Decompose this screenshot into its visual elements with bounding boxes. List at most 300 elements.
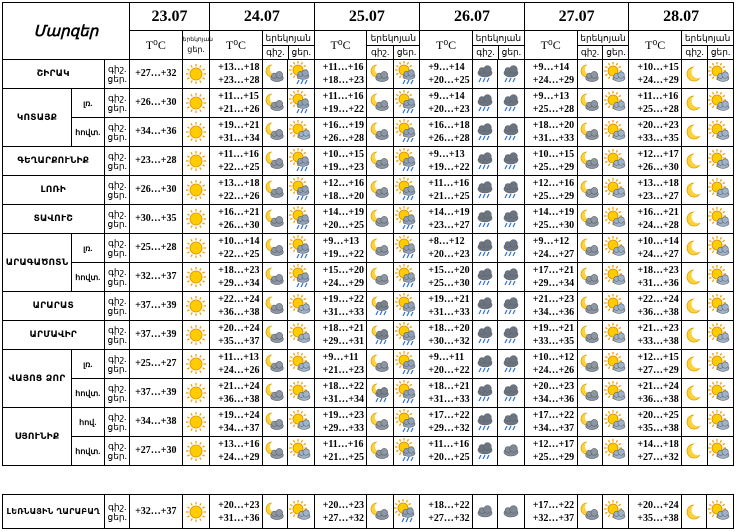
temp-day: +25…+28	[532, 104, 575, 115]
time-of-day	[104, 408, 129, 437]
temp-range	[629, 379, 682, 408]
weather-icon-cell	[367, 379, 393, 408]
temp-range	[129, 292, 182, 321]
temp-night: +9…+13	[322, 236, 360, 247]
temp-night: +18…+20	[532, 120, 575, 131]
temp-day: +33…+38	[637, 336, 679, 347]
moon-cloud-icon	[368, 120, 392, 144]
region-name	[3, 408, 72, 466]
temp-range	[210, 234, 263, 263]
weather-icon-cell	[262, 118, 287, 147]
temp-range	[629, 263, 682, 292]
temp-day: +22…+25	[218, 162, 260, 173]
weather-icon-cell	[182, 118, 209, 147]
time-of-day	[104, 176, 129, 205]
sun-cloud-icon	[604, 500, 628, 524]
temp-night: +10…+15	[637, 62, 679, 73]
weather-icon-cell	[682, 292, 707, 321]
cloud-rain-icon	[473, 352, 497, 376]
moon-cloud-icon	[578, 91, 602, 115]
weather-icon-cell	[473, 350, 498, 379]
day-label: ցեր.	[187, 45, 205, 54]
moon-cloud-icon	[368, 91, 392, 115]
weather-icon-cell	[602, 379, 628, 408]
temp-value: +34…+36	[135, 126, 177, 137]
period-label: երեկոյան	[367, 32, 419, 46]
temp-range	[524, 176, 577, 205]
temp-value: +27…+30	[135, 445, 177, 456]
temp-range	[629, 292, 682, 321]
weather-icon-cell	[498, 495, 524, 529]
moon-cloud-icon	[368, 500, 392, 524]
temp-day: +30…+32	[428, 336, 470, 347]
table-row	[3, 205, 734, 234]
temp-night: +19…+22	[322, 294, 365, 305]
day-label: ցեր.	[107, 335, 127, 345]
temp-value: +23…+28	[135, 155, 177, 166]
weather-icon-cell	[367, 60, 393, 89]
sun-cloud-rain-icon	[395, 381, 419, 405]
evening-label: ցեր.	[710, 46, 731, 57]
sun-cloud-icon	[708, 91, 732, 115]
weather-icon-cell	[707, 263, 734, 292]
temp-night: +20…+24	[637, 499, 679, 511]
weather-icon-cell	[707, 437, 734, 466]
temp-day: +27…+32	[637, 452, 679, 463]
date-label: 27.07	[558, 7, 595, 25]
time-of-day	[104, 147, 129, 176]
sun-icon	[184, 178, 208, 202]
weather-icon-cell	[367, 147, 393, 176]
weather-icon-cell	[367, 205, 393, 234]
temp-night: +9…+14	[428, 91, 465, 102]
temp-range	[210, 379, 263, 408]
moon-cloud-icon	[263, 500, 287, 524]
weather-icon-cell	[602, 292, 628, 321]
region-label: ԼՈՌԻ	[40, 185, 66, 195]
temp-day: +27…+32	[322, 512, 365, 524]
weather-icon-cell	[682, 205, 707, 234]
weather-icon-cell	[288, 379, 314, 408]
temp-day: +31…+33	[322, 307, 365, 318]
weather-icon-cell	[262, 321, 287, 350]
temp-value: +37…+39	[135, 300, 177, 311]
weather-icon-cell	[473, 234, 498, 263]
temp-night: +20…+23	[532, 381, 575, 392]
subregion	[72, 408, 104, 437]
weather-icon-cell	[498, 147, 524, 176]
weather-icon-cell	[602, 495, 628, 529]
temp-day: +23…+27	[428, 220, 470, 231]
moon-cloud-icon	[368, 410, 392, 434]
temp-range	[129, 60, 182, 89]
weather-icon-cell	[393, 60, 419, 89]
weather-icon-cell	[707, 379, 734, 408]
table-row	[3, 408, 734, 437]
subregion	[72, 234, 104, 263]
temp-night: +21…+24	[218, 381, 260, 392]
weather-icon-cell	[473, 89, 498, 118]
subregion-label: հովտ.	[75, 388, 101, 398]
temp-range	[524, 379, 577, 408]
sun-cloud-icon	[604, 294, 628, 318]
temp-range	[129, 408, 182, 437]
sun-cloud-icon	[604, 381, 628, 405]
cloud-rain-icon	[499, 352, 523, 376]
region-name	[3, 495, 105, 529]
date-label: 24.07	[243, 7, 280, 25]
weather-icon-cell	[367, 408, 393, 437]
evening-label: ցեր.	[291, 46, 311, 57]
temp-value: +26…+30	[135, 97, 177, 108]
weather-icon-cell	[182, 89, 209, 118]
day-label: ցեր.	[107, 219, 127, 229]
weather-icon-cell	[393, 495, 419, 529]
sun-cloud-rain-icon	[395, 207, 419, 231]
temp-range	[629, 437, 682, 466]
weather-icon-cell	[473, 263, 498, 292]
temp-night: +9…+14	[532, 62, 570, 73]
evening-label: ցեր.	[396, 46, 417, 57]
temp-day: +34…+37	[218, 423, 260, 434]
sun-cloud-rain-icon	[395, 62, 419, 86]
date-label: 23.07	[151, 7, 188, 25]
period-header	[473, 31, 525, 60]
table-row	[3, 495, 734, 529]
weather-icon-cell	[262, 263, 287, 292]
day-label: ցեր.	[107, 393, 127, 403]
moon-rain-icon	[368, 323, 392, 347]
temp-day: +36…+38	[637, 307, 679, 318]
moon-cloud-icon	[263, 62, 287, 86]
temp-range	[210, 437, 263, 466]
temp-range	[524, 408, 577, 437]
weather-icon-cell	[288, 147, 314, 176]
extra-region-table	[2, 494, 734, 529]
sun-cloud-icon	[708, 439, 732, 463]
sun-cloud-rain-icon	[395, 91, 419, 115]
sun-icon	[184, 294, 208, 318]
temp-night: +11…+16	[322, 91, 364, 102]
temp-range	[420, 234, 473, 263]
weather-icon-cell	[498, 89, 524, 118]
temp-day: +31…+36	[218, 512, 260, 524]
sun-cloud-icon	[289, 410, 313, 434]
region-name	[3, 234, 72, 292]
temp-night: +16…+18	[428, 120, 470, 131]
table-row	[3, 263, 734, 292]
temp-day: +29…+31	[322, 336, 365, 347]
temp-day: +33…+35	[637, 133, 679, 144]
temp-night: +9…+11	[322, 352, 359, 363]
temp-range	[420, 321, 473, 350]
date-label: 26.07	[454, 7, 490, 25]
temp-range	[524, 118, 577, 147]
time-of-day	[104, 89, 129, 118]
sun-cloud-rain-icon	[395, 265, 419, 289]
moon-cloud-icon	[263, 120, 287, 144]
temp-night: +10…+14	[637, 236, 679, 247]
temp-range	[420, 292, 473, 321]
weather-icon-cell	[498, 350, 524, 379]
cloud-rain-icon	[473, 149, 497, 173]
cloud-rain-icon	[499, 265, 523, 289]
weather-icon-cell	[682, 89, 707, 118]
table-row	[3, 437, 734, 466]
moon-cloud-icon	[578, 207, 602, 231]
moon-cloud-icon	[263, 323, 287, 347]
temp-range	[420, 176, 473, 205]
weather-icon-cell	[288, 89, 314, 118]
sun-cloud-icon	[708, 381, 732, 405]
table-row	[3, 60, 734, 89]
weather-icon-cell	[602, 350, 628, 379]
date-header	[314, 3, 420, 31]
temp-value: +32…+37	[135, 271, 177, 282]
weather-icon-cell	[577, 234, 602, 263]
sun-cloud-icon	[708, 236, 732, 260]
temp-night: +16…+21	[637, 207, 679, 218]
weather-icon-cell	[182, 205, 209, 234]
temp-header	[129, 31, 182, 60]
weather-icon-cell	[498, 263, 524, 292]
sun-cloud-rain-icon	[289, 207, 313, 231]
weather-icon-cell	[473, 205, 498, 234]
cloud-rain-icon	[499, 62, 523, 86]
temp-label: T⁰C	[436, 37, 457, 52]
region-name	[3, 147, 105, 176]
temp-range	[129, 321, 182, 350]
temp-night: +19…+23	[322, 410, 365, 421]
cloud-icon	[499, 500, 523, 524]
weather-icon-cell	[498, 292, 524, 321]
temp-range	[314, 234, 367, 263]
temp-night: +9…+13	[428, 149, 465, 160]
weather-icon-cell	[182, 234, 209, 263]
moon-cloud-icon	[263, 352, 287, 376]
cloud-rain-icon	[499, 120, 523, 144]
period-header	[367, 31, 420, 60]
temp-range	[314, 495, 367, 529]
weather-icon-cell	[393, 89, 419, 118]
regions-header-label: Մարզեր	[33, 23, 99, 40]
temp-range	[420, 89, 473, 118]
temp-day: +29…+32	[428, 423, 470, 434]
temp-day: +35…+38	[637, 512, 679, 524]
weather-icon-cell	[498, 118, 524, 147]
weather-icon-cell	[393, 321, 419, 350]
moon-icon	[682, 62, 706, 86]
temp-range	[210, 263, 263, 292]
temp-range	[210, 495, 263, 529]
period-header	[577, 31, 629, 60]
weather-icon-cell	[602, 263, 628, 292]
sun-cloud-icon	[604, 207, 628, 231]
temp-day: +26…+28	[322, 133, 365, 144]
sun-cloud-icon	[604, 265, 628, 289]
weather-icon-cell	[262, 147, 287, 176]
night-label: գիշ.	[578, 46, 604, 59]
cloud-rain-icon	[473, 381, 497, 405]
temp-value: +26…+30	[135, 184, 177, 195]
period-header	[262, 31, 314, 60]
temp-range	[129, 176, 182, 205]
weather-icon-cell	[682, 408, 707, 437]
temp-night: +11…+16	[322, 62, 364, 73]
temp-day: +23…+28	[218, 75, 260, 86]
temp-day: +19…+22	[428, 162, 470, 173]
moon-icon	[682, 323, 706, 347]
weather-icon-cell	[367, 89, 393, 118]
weather-icon-cell	[262, 89, 287, 118]
weather-icon-cell	[707, 495, 734, 529]
weather-icon-cell	[682, 118, 707, 147]
temp-night: +22…+24	[637, 294, 679, 305]
weather-icon-cell	[288, 437, 314, 466]
region-name	[3, 292, 105, 321]
region-name	[3, 176, 105, 205]
temp-day: +23…+27	[637, 191, 679, 202]
temp-header	[314, 31, 367, 60]
temp-range	[314, 321, 367, 350]
weather-icon-cell	[367, 292, 393, 321]
moon-icon	[682, 410, 706, 434]
moon-cloud-icon	[263, 91, 287, 115]
weather-icon-cell	[577, 176, 602, 205]
table-row	[3, 321, 734, 350]
time-of-day	[104, 437, 129, 466]
moon-cloud-icon	[368, 439, 392, 463]
period-header	[682, 31, 734, 60]
region-label: ԱՐՄԱՎԻՐ	[29, 330, 77, 340]
temp-value: +27…+32	[135, 68, 177, 79]
temp-range	[210, 118, 263, 147]
moon-cloud-icon	[263, 410, 287, 434]
temp-day: +31…+36	[637, 278, 679, 289]
sun-cloud-icon	[604, 410, 628, 434]
sun-cloud-icon	[289, 439, 313, 463]
temp-header	[524, 31, 577, 60]
weather-icon-cell	[707, 89, 734, 118]
temp-range	[210, 147, 263, 176]
region-label: ՍՅՈՒՆԻՔ	[14, 431, 60, 442]
temp-day: +21…+26	[218, 104, 260, 115]
weather-icon-cell	[577, 118, 602, 147]
sun-icon	[184, 323, 208, 347]
temp-day: +36…+38	[218, 394, 260, 405]
temp-range	[210, 350, 263, 379]
weather-icon-cell	[262, 350, 287, 379]
weather-icon-cell	[602, 408, 628, 437]
temp-range	[524, 321, 577, 350]
temp-day: +31…+34	[322, 394, 365, 405]
temp-day: +27…+29	[637, 365, 679, 376]
moon-cloud-icon	[263, 178, 287, 202]
weather-icon-cell	[288, 60, 314, 89]
sun-icon	[184, 120, 208, 144]
temp-range	[420, 379, 473, 408]
temp-range	[629, 60, 682, 89]
temp-night: +12…+17	[532, 439, 575, 450]
sun-icon	[184, 381, 208, 405]
temp-night: +21…+24	[637, 381, 679, 392]
regions-header	[3, 3, 130, 60]
weather-icon-cell	[182, 379, 209, 408]
weather-icon-cell	[577, 60, 602, 89]
temp-range	[420, 350, 473, 379]
temp-night: +20…+25	[637, 410, 679, 421]
sun-cloud-rain-icon	[394, 500, 418, 524]
temp-value: +30…+35	[135, 213, 177, 224]
temp-night: +11…+16	[322, 439, 364, 450]
temp-range	[314, 379, 367, 408]
temp-range	[314, 176, 367, 205]
night-label: գիշ.	[108, 501, 127, 512]
temp-range	[210, 176, 263, 205]
date-header	[629, 3, 734, 31]
temp-range	[524, 437, 577, 466]
period-header	[182, 31, 213, 60]
temp-night: +20…+24	[218, 323, 260, 334]
moon-cloud-icon	[263, 265, 287, 289]
temp-day: +24…+29	[637, 75, 679, 86]
weather-icon-cell	[367, 350, 393, 379]
weather-icon-cell	[498, 379, 524, 408]
sun-cloud-icon	[604, 149, 628, 173]
date-header	[420, 3, 525, 31]
moon-cloud-icon	[368, 207, 392, 231]
weather-icon-cell	[367, 321, 393, 350]
moon-cloud-icon	[368, 62, 392, 86]
cloud-rain-icon	[473, 294, 497, 318]
temp-day: +24…+29	[218, 452, 260, 463]
sun-cloud-rain-icon	[395, 410, 419, 434]
temp-range	[629, 408, 682, 437]
subregion	[72, 437, 104, 466]
temp-night: +10…+14	[218, 236, 260, 247]
sun-cloud-icon	[604, 178, 628, 202]
temp-day: +34…+37	[532, 423, 575, 434]
weather-icon-cell	[473, 408, 498, 437]
weather-icon-cell	[288, 321, 314, 350]
day-label: ցեր.	[107, 277, 127, 287]
moon-cloud-icon	[578, 149, 602, 173]
night-label: գիշ.	[108, 64, 127, 74]
region-label: ԳԵՂԱՐՔՈՒՆԻՔ	[17, 156, 90, 166]
table-row	[3, 292, 734, 321]
night-label: գիշ.	[367, 46, 393, 59]
moon-cloud-icon	[263, 207, 287, 231]
weather-icon-cell	[367, 176, 393, 205]
weather-icon-cell	[367, 495, 393, 529]
temp-night: +9…+12	[532, 236, 570, 247]
moon-cloud-icon	[578, 62, 602, 86]
moon-cloud-icon	[263, 149, 287, 173]
period-label: երեկոյան	[473, 32, 524, 46]
region-name	[3, 60, 105, 89]
weather-icon-cell	[262, 379, 287, 408]
cloud-icon	[473, 500, 497, 524]
weather-icon-cell	[602, 89, 628, 118]
weather-icon-cell	[577, 321, 602, 350]
weather-icon-cell	[577, 292, 602, 321]
period-label: երեկոյան	[682, 32, 733, 46]
region-label: ԱՐԱՐԱՏ	[32, 301, 74, 311]
subregion-label: լռ.	[83, 243, 93, 253]
temp-range	[314, 437, 367, 466]
temp-day: +20…+25	[428, 452, 470, 463]
moon-cloud-icon	[578, 410, 602, 434]
